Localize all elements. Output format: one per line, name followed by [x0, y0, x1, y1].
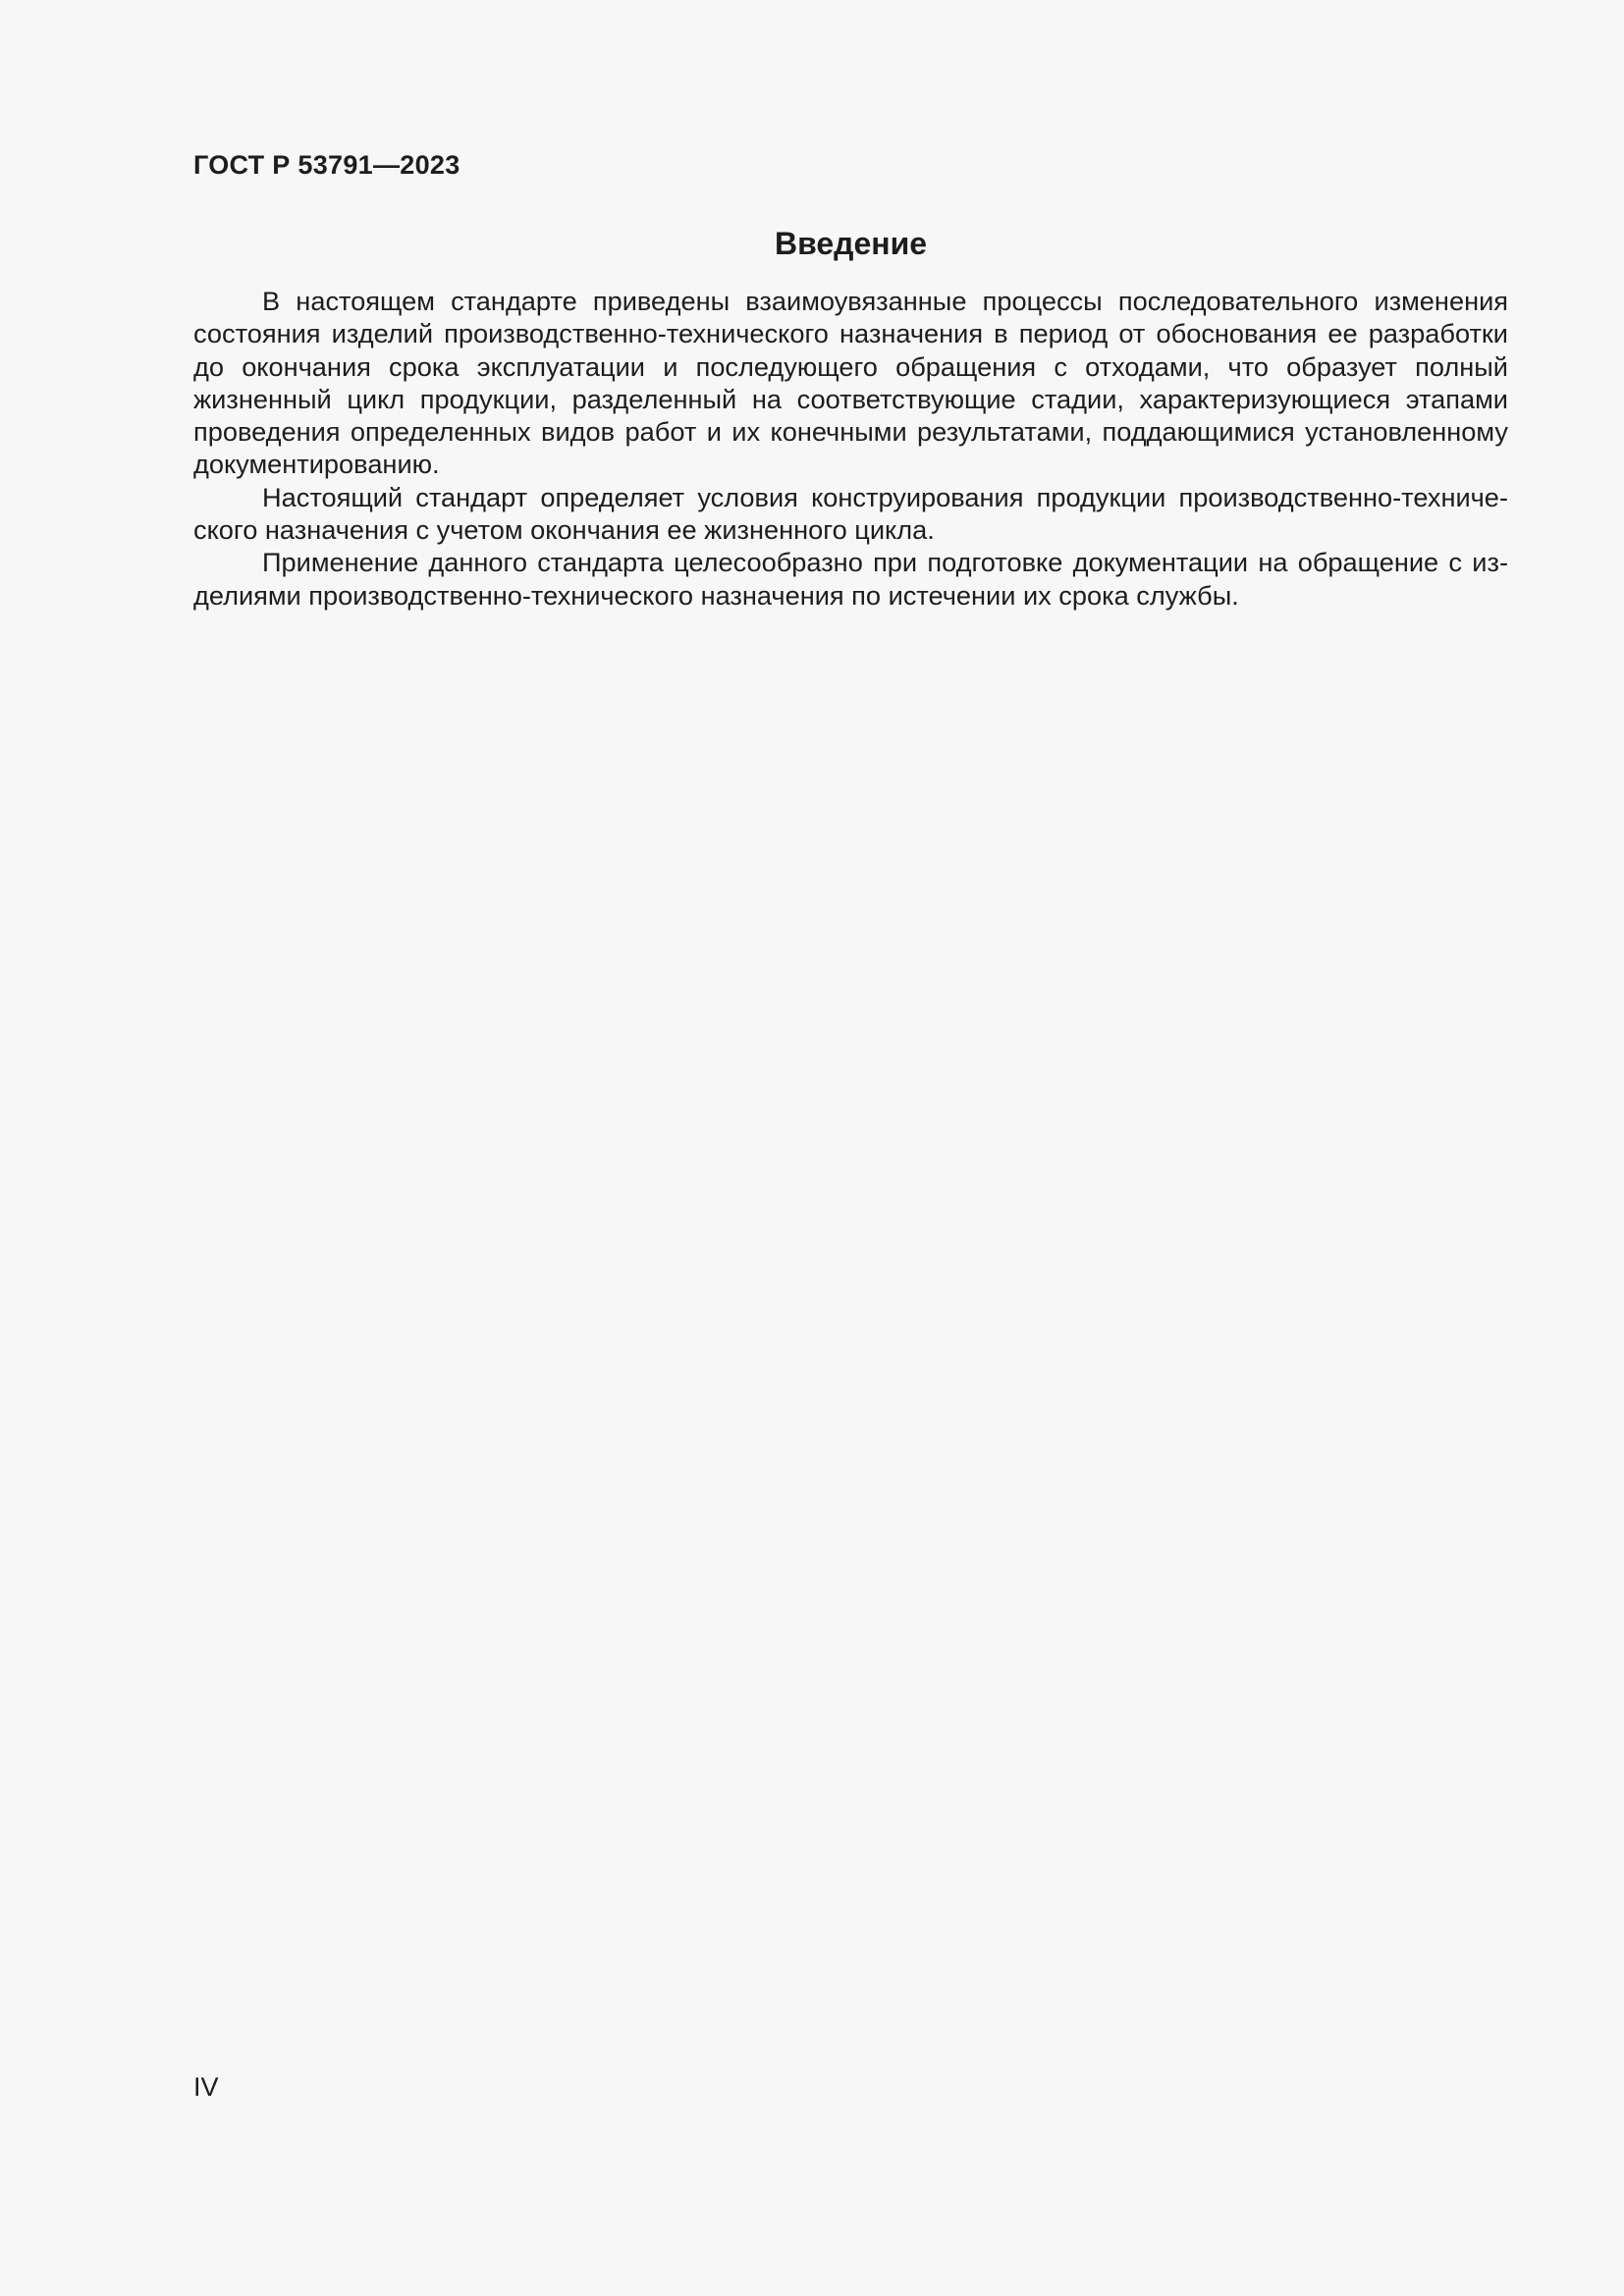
- section-title: Введение: [774, 226, 928, 261]
- paragraph-3: Применение данного стандарта целесообразно при подготовке документации на обращение с изделиями производственно-технического назначения по истечении их срока службы.: [193, 547, 1508, 611]
- section-body: [193, 285, 1508, 612]
- document-code-header: ГОСТ Р 53791—2023: [193, 150, 460, 180]
- page-number: IV: [193, 2072, 219, 2102]
- paragraph-1: В настоящем стандарте приведены взаимоувязанные процессы последовательного изменения состояния изделий производственно-технического назначения в период от обоснования ее разработки до окончания срока эксплуатации и последующего обращения с отходами, что образует полный жизненный цикл продукции, разделенный на соответствующие стадии, характеризующиеся этапами проведения определенных видов работ и их конечными результатами, поддающимися установленному документированию.: [193, 286, 1508, 480]
- paragraph-2: Настоящий стандарт определяет условия конструирования продукции производственно-технического назначения с учетом окончания ее жизненного цикла.: [193, 481, 1508, 546]
